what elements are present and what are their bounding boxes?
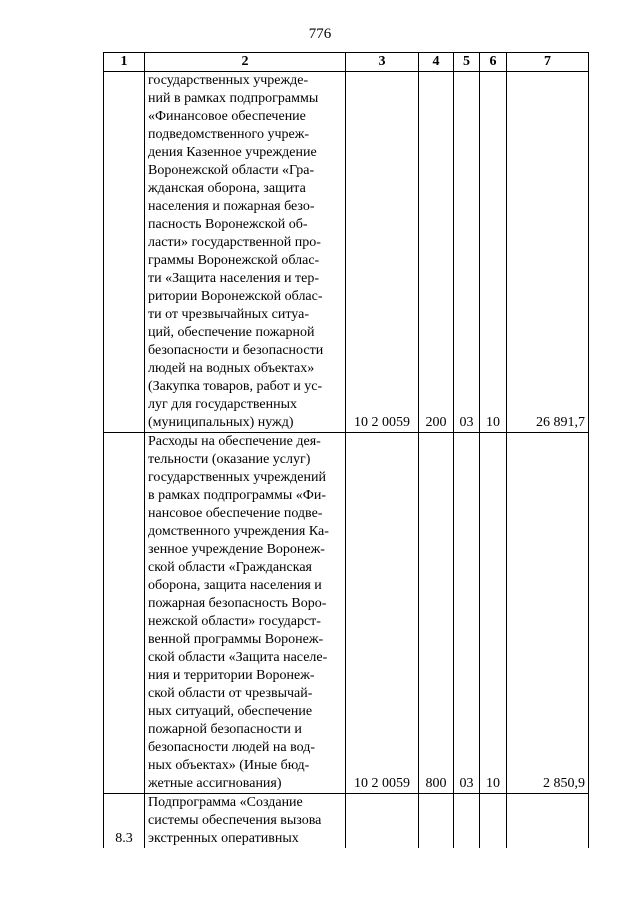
description-line: нежской области» государст- <box>148 614 321 629</box>
header-col-6: 6 <box>480 53 507 72</box>
header-col-3: 3 <box>346 53 419 72</box>
row-number <box>104 72 145 433</box>
description-line: ных объектах» (Иные бюд- <box>148 758 310 773</box>
description-line: Воронежской области «Гра- <box>148 163 315 178</box>
description-line: ласти» государственной про- <box>148 235 321 250</box>
row-description <box>145 72 346 433</box>
description-line: дения Казенное учреждение <box>148 145 317 160</box>
subsection-code <box>480 794 507 849</box>
description-line: в рамках подпрограммы «Фи- <box>148 488 326 503</box>
description-line: людей на водных объектах» <box>148 361 315 376</box>
description-line: венной программы Воронеж- <box>148 632 324 647</box>
subsection-code: 10 <box>480 433 507 794</box>
table-row <box>104 72 589 433</box>
subsection-code: 10 <box>480 72 507 433</box>
table-header-row <box>104 53 589 72</box>
amount-value: 2 850,9 <box>507 433 589 794</box>
description-line: оборона, защита населения и <box>148 578 322 593</box>
description-line: ний в рамках подпрограммы <box>148 91 319 106</box>
description-line: граммы Воронежской облас- <box>148 253 320 268</box>
row-description <box>145 794 346 849</box>
description-line: нансовое обеспечение подве- <box>148 506 323 521</box>
section-code: 03 <box>454 433 480 794</box>
table-row <box>104 433 589 794</box>
description-line: ных ситуаций, обеспечение <box>148 704 313 719</box>
row-number <box>104 433 145 794</box>
description-line: экстренных оперативных <box>148 831 299 846</box>
description-line: (муниципальных) нужд) <box>148 415 294 430</box>
description-line: ти от чрезвычайных ситуа- <box>148 307 309 322</box>
description-line: «Финансовое обеспечение <box>148 109 306 124</box>
description-line: пожарной безопасности и <box>148 722 302 737</box>
description-line: государственных учрежде- <box>148 73 309 88</box>
amount-value <box>507 794 589 849</box>
header-col-7: 7 <box>507 53 589 72</box>
target-article-code: 10 2 0059 <box>346 433 419 794</box>
description-line: ти «Защита населения и тер- <box>148 271 320 286</box>
description-line: системы обеспечения вызова <box>148 813 322 828</box>
description-line: ций, обеспечение пожарной <box>148 325 315 340</box>
target-article-code <box>346 794 419 849</box>
header-col-5: 5 <box>454 53 480 72</box>
description-line: ской области от чрезвычай- <box>148 686 313 701</box>
section-code <box>454 794 480 849</box>
description-line: пасность Воронежской об- <box>148 217 308 232</box>
description-line: ритории Воронежской облас- <box>148 289 323 304</box>
table-row <box>104 794 589 849</box>
description-line: жданская оборона, защита <box>148 181 306 196</box>
description-line: Расходы на обеспечение дея- <box>148 434 321 449</box>
header-col-1: 1 <box>104 53 145 72</box>
amount-value: 26 891,7 <box>507 72 589 433</box>
section-code: 03 <box>454 72 480 433</box>
description-line: ской области «Защита населе- <box>148 650 328 665</box>
expense-type-code: 800 <box>419 433 454 794</box>
target-article-code: 10 2 0059 <box>346 72 419 433</box>
row-description <box>145 433 346 794</box>
header-col-4: 4 <box>419 53 454 72</box>
page-number: 776 <box>308 26 332 42</box>
row-number: 8.3 <box>104 794 145 849</box>
description-line: ния и территории Воронеж- <box>148 668 315 683</box>
header-col-2: 2 <box>145 53 346 72</box>
description-line: зенное учреждение Воронеж- <box>148 542 325 557</box>
budget-table <box>103 52 589 848</box>
description-line: подведомственного учреж- <box>148 127 310 142</box>
description-line: тельности (оказание услуг) <box>148 452 311 467</box>
description-line: жетные ассигнования) <box>148 776 282 791</box>
description-line: Подпрограмма «Создание <box>148 795 303 810</box>
expense-type-code <box>419 794 454 849</box>
description-line: населения и пожарная безо- <box>148 199 315 214</box>
description-line: безопасности людей на вод- <box>148 740 316 755</box>
description-line: пожарная безопасность Воро- <box>148 596 327 611</box>
description-line: домственного учреждения Ка- <box>148 524 329 539</box>
expense-type-code: 200 <box>419 72 454 433</box>
description-line: государственных учреждений <box>148 470 326 485</box>
description-line: безопасности и безопасности <box>148 343 324 358</box>
description-line: луг для государственных <box>148 397 297 412</box>
description-line: (Закупка товаров, работ и ус- <box>148 379 323 394</box>
description-line: ской области «Гражданская <box>148 560 312 575</box>
